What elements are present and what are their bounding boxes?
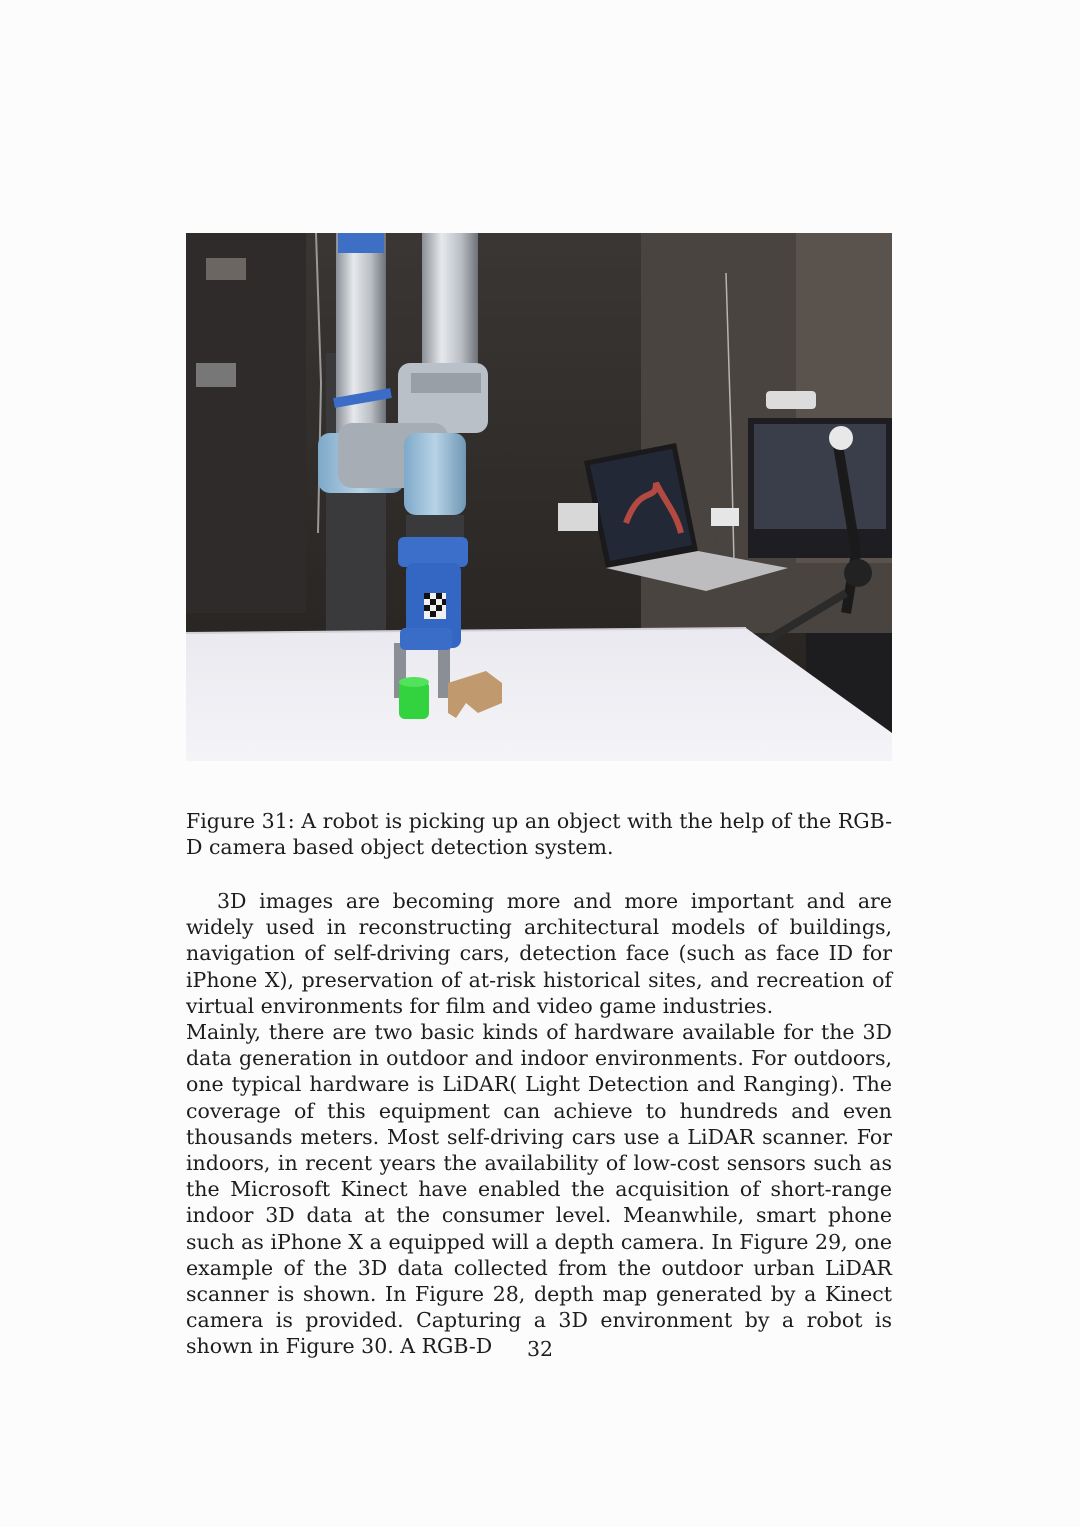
figure-caption: Figure 31: A robot is picking up an object with the help of the RGB-D camera based object detection system. xyxy=(186,809,892,859)
page-number: 32 xyxy=(526,1337,554,1361)
robot-photo xyxy=(186,233,892,761)
body-text xyxy=(186,888,892,1360)
paragraph: Mainly, there are two basic kinds of hardware available for the 3D data generation in outdoor and indoor environments. For outdoors, one typical hardware is LiDAR( Light Detection and Ranging). The coverage of this equipment can achieve to hundreds and even thousands meters. Most self-driving cars use a LiDAR scanner. For indoors, in recent years the availability of low-cost sensors such as the Microsoft Kinect have enabled the acquisition of short-range indoor 3D data at the consumer level. Meanwhile, smart phone such as iPhone X a equipped will a depth camera. In Figure 29, one example of the 3D data collected from the outdoor urban LiDAR scanner is shown. In Figure 28, depth map generated by a Kinect camera is provided. Capturing a 3D environment by a robot is shown in Figure 30. A RGB-D xyxy=(186,1020,892,1359)
paragraph: 3D images are becoming more and more important and are widely used in reconstructing architectural models of buildings, navigation of self-driving cars, detection face (such as face ID for iPhone X), preservation of at-risk historical sites, and recreation of virtual environments for film and video game industries. xyxy=(186,889,892,1018)
